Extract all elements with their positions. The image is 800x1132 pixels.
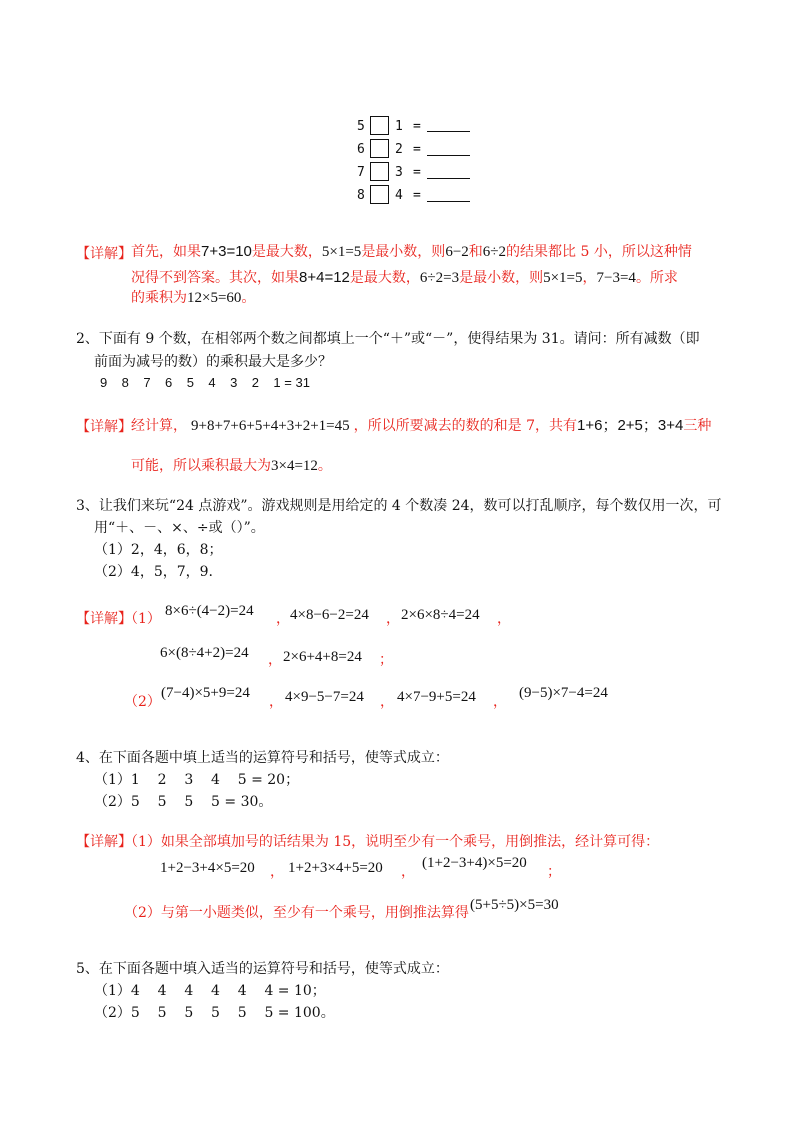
sep: ， bbox=[268, 652, 282, 668]
detail-tag: 【详解】 bbox=[76, 419, 132, 435]
math: 1+6；2+5；3+4 bbox=[577, 417, 684, 434]
question-3-part-2: （2）4，5，7，9. bbox=[94, 564, 213, 580]
expr-7: 4×9−5−7=24 bbox=[285, 689, 364, 705]
puzzle-eq-1: = bbox=[413, 119, 421, 134]
expr-3: 2×6×8÷4=24 bbox=[401, 607, 480, 623]
sep: ， bbox=[269, 694, 283, 710]
expr-a4-2: 1+2+3×4+5=20 bbox=[288, 860, 383, 876]
part-label-1: （1） bbox=[124, 611, 161, 627]
math: 5×1=5 bbox=[543, 270, 583, 286]
expr-6: (7−4)×5+9=24 bbox=[161, 685, 250, 701]
puzzle-right-1: 1 bbox=[395, 119, 403, 134]
answer-4-line-2: （2）与第一小题类似，至少有一个乘号，用倒推法算得 bbox=[124, 905, 469, 921]
math: 3×4=12 bbox=[271, 458, 318, 474]
expr-8: 4×7−9+5=24 bbox=[397, 689, 476, 705]
question-5-part-2: （2）5 5 5 5 5 5 = 100。 bbox=[94, 1005, 335, 1021]
text: 和 bbox=[468, 244, 483, 260]
answer-1-line-1 bbox=[131, 244, 692, 260]
question-3-part-1: （1）2，4，6，8； bbox=[94, 542, 223, 558]
math: 9+8+7+6+5+4+3+2+1=45 bbox=[191, 418, 350, 434]
sep: ； bbox=[547, 864, 561, 880]
text: ， bbox=[582, 270, 597, 286]
expr-a4-3: (1+2−3+4)×5=20 bbox=[422, 855, 527, 871]
sep: ， bbox=[276, 611, 290, 627]
puzzle-box-2[interactable] bbox=[370, 139, 389, 158]
math: 12×5=60 bbox=[187, 290, 242, 306]
text: 。所求 bbox=[635, 270, 678, 286]
text: 经计算， bbox=[131, 418, 187, 434]
sep: ， bbox=[380, 694, 394, 710]
question-3-line-1: 3、让我们来玩“24 点游戏”。游戏规则是用给定的 4 个数凑 24，数可以打乱顺序，每个数仅用一次，可 bbox=[76, 498, 722, 514]
question-2-line-2: 前面为减号的数）的乘积最大是多少？ bbox=[94, 354, 332, 370]
puzzle-left-3: 7 bbox=[357, 165, 365, 180]
puzzle-left-4: 8 bbox=[357, 188, 365, 203]
detail-tag: 【详解】 bbox=[76, 834, 132, 850]
expr-2: 4×8−6−2=24 bbox=[290, 607, 369, 623]
text: 是最大数， bbox=[349, 270, 420, 286]
text: 三种 bbox=[683, 418, 712, 434]
question-4-part-1: （1）1 2 3 4 5 = 20； bbox=[94, 772, 300, 788]
expr-a4-1: 1+2−3+4×5=20 bbox=[160, 860, 255, 876]
expr-4: 6×(8÷4+2)=24 bbox=[160, 645, 249, 661]
puzzle-blank-2[interactable] bbox=[427, 155, 470, 156]
puzzle-left-2: 6 bbox=[357, 142, 365, 157]
text: 可能，所以乘积最大为 bbox=[131, 458, 271, 474]
expr-5: 2×6+4+8=24 bbox=[283, 649, 362, 665]
text: 是最小数，则 bbox=[361, 244, 446, 260]
puzzle-blank-3[interactable] bbox=[427, 178, 470, 179]
detail-tag: 【详解】 bbox=[76, 246, 132, 262]
answer-2-line-1 bbox=[131, 418, 711, 434]
part-label-2: （2） bbox=[124, 694, 161, 710]
question-2-numbers: 9 8 7 6 5 4 3 2 1 = 31 bbox=[100, 375, 310, 390]
text: 的结果都比 5 小，所以这种情 bbox=[506, 244, 692, 260]
math: 5×1=5 bbox=[321, 244, 362, 260]
question-5-line-1: 5、在下面各题中填入适当的运算符号和括号，使等式成立： bbox=[76, 961, 449, 977]
puzzle-right-3: 3 bbox=[395, 165, 403, 180]
puzzle-box-3[interactable] bbox=[370, 162, 389, 181]
expr-9: (9−5)×7−4=24 bbox=[519, 685, 608, 701]
puzzle-box-4[interactable] bbox=[370, 185, 389, 204]
math: 7+3=10 bbox=[201, 243, 252, 260]
expr-a4-4: (5+5÷5)×5=30 bbox=[470, 897, 559, 913]
sep: ； bbox=[379, 652, 393, 668]
sep: ， bbox=[270, 864, 284, 880]
question-5-part-1: （1）4 4 4 4 4 4 = 10； bbox=[94, 983, 326, 999]
puzzle-left-1: 5 bbox=[357, 119, 365, 134]
text: 首先，如果 bbox=[131, 244, 201, 260]
puzzle-eq-3: = bbox=[413, 165, 421, 180]
text: 是最小数，则 bbox=[459, 270, 544, 286]
math: 8+4=12 bbox=[299, 269, 350, 286]
puzzle-right-4: 4 bbox=[395, 188, 403, 203]
puzzle-blank-4[interactable] bbox=[427, 201, 470, 202]
sep: ， bbox=[493, 694, 507, 710]
math: 6÷2=3 bbox=[419, 270, 460, 286]
question-4-line-1: 4、在下面各题中填上适当的运算符号和括号，使等式成立： bbox=[76, 750, 449, 766]
text: 况得不到答案。其次，如果 bbox=[131, 270, 299, 286]
puzzle-right-2: 2 bbox=[395, 142, 403, 157]
answer-2-line-2 bbox=[131, 459, 332, 474]
question-4-part-2: （2）5 5 5 5 = 30。 bbox=[94, 794, 273, 810]
text: 是最大数， bbox=[251, 244, 322, 260]
sep: ， bbox=[497, 611, 511, 627]
puzzle-eq-4: = bbox=[413, 188, 421, 203]
math: 6−2 bbox=[445, 244, 469, 260]
answer-1-line-3 bbox=[131, 291, 255, 306]
detail-tag: 【详解】 bbox=[76, 611, 132, 627]
math: 6÷2 bbox=[482, 244, 507, 260]
sep: ， bbox=[386, 611, 400, 627]
text: 。 bbox=[317, 458, 332, 474]
question-3-line-2: 用“＋、－、×、÷或（）”。 bbox=[94, 520, 265, 536]
expr-1: 8×6÷(4−2)=24 bbox=[165, 603, 254, 619]
text: 的乘积为 bbox=[131, 290, 187, 306]
text: ，所以所要减去的数的和是 7，共有 bbox=[353, 418, 577, 434]
answer-1-line-2 bbox=[131, 270, 678, 286]
puzzle-blank-1[interactable] bbox=[427, 131, 470, 132]
puzzle-eq-2: = bbox=[413, 142, 421, 157]
puzzle-box-1[interactable] bbox=[370, 116, 389, 135]
answer-4-line-1: （1）如果全部填加号的话结果为 15，说明至少有一个乘号，用倒推法，经计算可得： bbox=[124, 834, 660, 850]
math: 7−3=4 bbox=[596, 270, 636, 286]
question-2-line-1: 2、下面有 9 个数，在相邻两个数之间都填上一个“＋”或“－”，使得结果为 31。请问：所有减数（即 bbox=[76, 331, 700, 347]
text: 。 bbox=[241, 290, 256, 306]
sep: ， bbox=[401, 864, 415, 880]
